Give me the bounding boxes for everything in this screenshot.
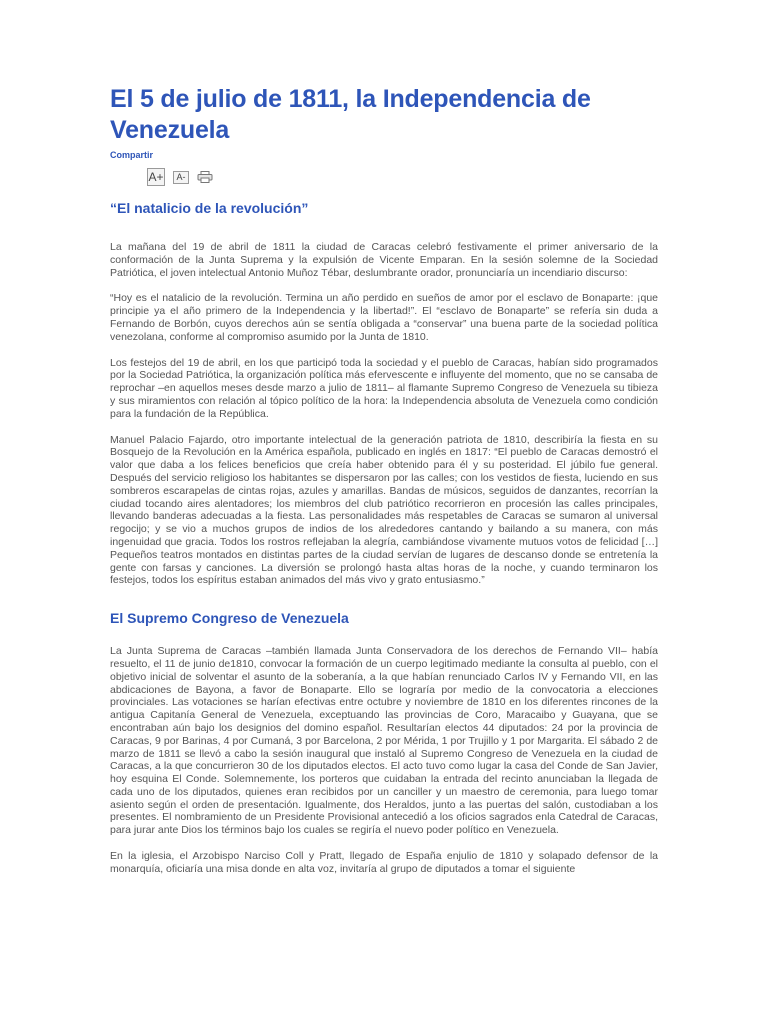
- paragraph: Manuel Palacio Fajardo, otro importante intelectual de la generación patriota de 1810, describiría la fiesta en su Bosquejo de la Revolución en la América española, publicado en inglés en 1817: “El pueblo de Caracas demostró el valor que daba a los felices beneficios que creía haber obtenido para él y su posteridad. El júbilo fue general. Después del servicio religioso los habitantes se dispersaron por las calles; con los vestidos de fiesta, luciendo en sus sombreros escarapelas de cintas rojas, azules y amarillas. Bandas de músicos, seguidos de danzantes, recorrían la ciudad tocando aires alentadores; los miembros del club patriótico recorrieron en procesión las calles principales, llevando banderas adecuadas a la fiesta. Las personalidades más respetables de Caracas se sumaron al universal regocijo; y se vio a muchos grupos de indios de los alrededores cantando y bailando a su manera, con más ingenuidad que gracia. Todos los rostros reflejaban la alegría, cambiándose vivamente mutuos votos de felicidad […] Pequeños teatros montados en distintas partes de la ciudad servían de lugares de descanso donde se entretenía la gente con farsas y canciones. La diversión se prolongó hasta altas horas de la noche, y cuando terminaron los festejos, todos los espíritus estaban animados del más vivo y grato entusiasmo.”: [110, 433, 658, 587]
- share-link[interactable]: Compartir: [110, 150, 154, 160]
- increase-font-icon[interactable]: A+: [148, 170, 164, 184]
- article: [110, 84, 658, 876]
- paragraph: La mañana del 19 de abril de 1811 la ciudad de Caracas celebró festivamente el primer aniversario de la conformación de la Junta Suprema y la expulsión de Vicente Emparan. En la sesión solemne de la Sociedad Patriótica, el joven intelectual Antonio Muñoz Tébar, deslumbrante orador, pronunciaría un incendiario discurso:: [110, 241, 658, 279]
- paragraph: En la iglesia, el Arzobispo Narciso Coll y Pratt, llegado de España enjulio de 1810 y solapado defensor de la monarquía, oficiaría una misa donde en alta voz, invitaría al grupo de diputados a tomar el siguiente: [110, 850, 658, 875]
- article-title: El 5 de julio de 1811, la Independencia de Venezuela: [110, 85, 591, 144]
- paragraph: Los festejos del 19 de abril, en los que participó toda la sociedad y el pueblo de Caracas, habían sido programados por la Sociedad Patriótica, la organización política más efervescente e influyente del momento, que no se cansaba de reprochar –en aquellos meses desde marzo a julio de 1811– al flamante Supremo Congreso de Venezuela su tibieza y sus miramientos con relación al tópico político de la hora: la Independencia absoluta de Venezuela como condición para la fundación de la República.: [110, 356, 658, 420]
- section-heading-natalicio: “El natalicio de la revolución”: [110, 200, 309, 216]
- paragraph: La Junta Suprema de Caracas –también llamada Junta Conservadora de los derechos de Fernando VII– había resuelto, el 11 de junio de1810, convocar la formación de un cuerpo legitimado mediante la consulta al pueblo, con el objetivo inicial de solventar el asunto de la soberanía, a la que habían renunciado Carlos IV y Fernando VII, en las abdicaciones de Bayona, a favor de Bonaparte. Ello se lograría por medio de la convocatoria a elecciones provinciales. Las votaciones se harían efectivas entre octubre y noviembre de 1810 en los diferentes rincones de la antigua Capitanía General de Venezuela, exceptuando las provincias de Coro, Maracaibo y Guayana, que se encontraban aún bajo los designios del domino español. Resultarían electos 44 diputados: 24 por la provincia de Caracas, 9 por Barinas, 4 por Cumaná, 3 por Barcelona, 2 por Mérida, 1 por Trujillo y 1 por Margarita. El sábado 2 de marzo de 1811 se llevó a cabo la sesión inaugural que instaló al Supremo Congreso de Venezuela en la ciudad de Caracas, a la que concurrieron 30 de los diputados electos. El acto tuvo como lugar la casa del Conde de San Javier, hoy esquina El Conde. Solemnemente, los porteros que cuidaban la entrada del recinto anunciaban la llegada de cada uno de los diputados, quienes eran recibidos por un canciller y un maestro de ceremonia, para luego tomar asiento según el orden de presentación. Igualmente, dos Heraldos, junto a las puertas del salón, custodiaban a los presentes. El nombramiento de un Presidente Provisional antecedió a los oficios sagrados enla Catedral de Caracas, para jurar ante Dios los términos bajo los cuales se regiría el nuevo poder político en Venezuela.: [110, 645, 658, 837]
- decrease-font-icon[interactable]: A-: [173, 171, 189, 184]
- section-heading-congreso: El Supremo Congreso de Venezuela: [110, 610, 349, 627]
- paragraph: “Hoy es el natalicio de la revolución. Termina un año perdido en sueños de amor por el esclavo de Bonaparte: ¡que principie ya el año primero de la Independencia y la libertad!”. El “esclavo de Bonaparte” se refería sin duda a Fernando de Borbón, cuyos derechos aún se sentía obligada a “conservar” una buena parte de la sociedad política venezolana, conforme al compromiso asumido por la Junta de 1810.: [110, 292, 658, 343]
- print-icon[interactable]: [197, 172, 213, 183]
- text-tools: [147, 167, 658, 187]
